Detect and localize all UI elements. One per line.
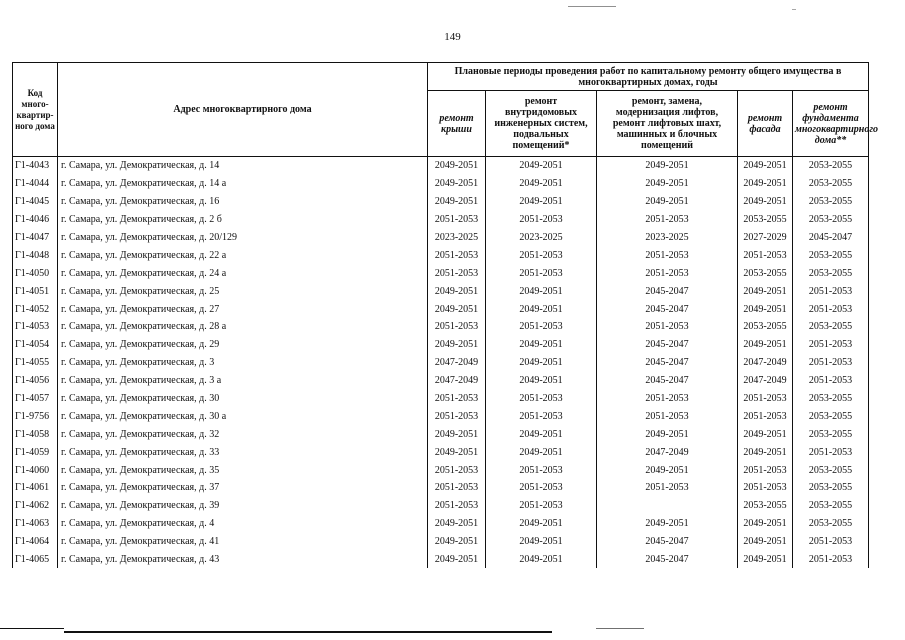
table-row — [13, 479, 869, 497]
cell-facade: 2053-2055 — [738, 211, 793, 229]
cell-lifts: 2051-2053 — [597, 264, 738, 282]
footer-rule-left — [0, 628, 64, 629]
cell-roof: 2049-2051 — [428, 443, 486, 461]
cell-lifts: 2045-2047 — [597, 300, 738, 318]
cell-code: Г1-4044 — [13, 175, 58, 193]
cell-foundation: 2051-2053 — [793, 443, 869, 461]
table-row — [13, 461, 869, 479]
cell-code: Г1-4063 — [13, 515, 58, 533]
cell-code: Г1-4054 — [13, 336, 58, 354]
cell-engineering: 2049-2051 — [486, 175, 597, 193]
cell-facade: 2053-2055 — [738, 318, 793, 336]
cell-engineering: 2051-2053 — [486, 390, 597, 408]
cell-foundation: 2053-2055 — [793, 407, 869, 425]
cell-engineering: 2049-2051 — [486, 533, 597, 551]
cell-lifts: 2045-2047 — [597, 533, 738, 551]
cell-address: г. Самара, ул. Демократическая, д. 30 а — [58, 407, 428, 425]
cell-facade: 2049-2051 — [738, 533, 793, 551]
cell-code: Г1-4058 — [13, 425, 58, 443]
cell-code: Г1-4050 — [13, 264, 58, 282]
cell-lifts: 2049-2051 — [597, 425, 738, 443]
cell-lifts: 2049-2051 — [597, 515, 738, 533]
header-address: Адрес многоквартирного дома — [58, 63, 428, 157]
cell-foundation: 2053-2055 — [793, 264, 869, 282]
footer-rule-main — [64, 631, 552, 633]
cell-engineering: 2051-2053 — [486, 497, 597, 515]
cell-facade: 2047-2049 — [738, 354, 793, 372]
cell-engineering: 2049-2051 — [486, 193, 597, 211]
table-row — [13, 175, 869, 193]
table-row — [13, 425, 869, 443]
cell-roof: 2051-2053 — [428, 407, 486, 425]
header-roof: ремонт крыши — [428, 91, 486, 157]
cell-roof: 2049-2051 — [428, 300, 486, 318]
cell-lifts: 2051-2053 — [597, 479, 738, 497]
cell-lifts: 2051-2053 — [597, 390, 738, 408]
cell-foundation: 2053-2055 — [793, 479, 869, 497]
cell-facade: 2051-2053 — [738, 390, 793, 408]
cell-facade: 2049-2051 — [738, 157, 793, 175]
cell-facade: 2049-2051 — [738, 175, 793, 193]
cell-code: Г1-4064 — [13, 533, 58, 551]
cell-address: г. Самара, ул. Демократическая, д. 22 а — [58, 246, 428, 264]
cell-foundation: 2051-2053 — [793, 533, 869, 551]
cell-facade: 2051-2053 — [738, 479, 793, 497]
cell-engineering: 2051-2053 — [486, 264, 597, 282]
cell-code: Г1-4062 — [13, 497, 58, 515]
cell-foundation: 2053-2055 — [793, 157, 869, 175]
cell-roof: 2049-2051 — [428, 175, 486, 193]
cell-foundation: 2051-2053 — [793, 551, 869, 569]
cell-engineering: 2049-2051 — [486, 300, 597, 318]
cell-facade: 2049-2051 — [738, 336, 793, 354]
cell-foundation: 2051-2053 — [793, 354, 869, 372]
cell-address: г. Самара, ул. Демократическая, д. 41 — [58, 533, 428, 551]
table-row — [13, 551, 869, 569]
cell-lifts: 2045-2047 — [597, 354, 738, 372]
cell-address: г. Самара, ул. Демократическая, д. 27 — [58, 300, 428, 318]
cell-foundation: 2053-2055 — [793, 461, 869, 479]
cell-engineering: 2051-2053 — [486, 479, 597, 497]
cell-roof: 2049-2051 — [428, 551, 486, 569]
cell-facade: 2051-2053 — [738, 461, 793, 479]
scan-artifact-top — [568, 6, 616, 7]
cell-engineering: 2049-2051 — [486, 443, 597, 461]
cell-address: г. Самара, ул. Демократическая, д. 29 — [58, 336, 428, 354]
cell-lifts: 2047-2049 — [597, 443, 738, 461]
cell-facade: 2047-2049 — [738, 372, 793, 390]
header-lifts: ремонт, замена, модернизация лифтов, ремонт лифтовых шахт, машинных и блочных помещений — [597, 91, 738, 157]
cell-lifts: 2051-2053 — [597, 407, 738, 425]
cell-code: Г1-4048 — [13, 246, 58, 264]
cell-address: г. Самара, ул. Демократическая, д. 20/129 — [58, 229, 428, 247]
header-code: Код много-квартир-ного дома — [13, 63, 58, 157]
cell-address: г. Самара, ул. Демократическая, д. 16 — [58, 193, 428, 211]
cell-roof: 2051-2053 — [428, 479, 486, 497]
cell-roof: 2049-2051 — [428, 282, 486, 300]
cell-lifts: 2045-2047 — [597, 336, 738, 354]
cell-engineering: 2049-2051 — [486, 425, 597, 443]
cell-facade: 2049-2051 — [738, 515, 793, 533]
table-body — [13, 157, 869, 569]
cell-roof: 2049-2051 — [428, 157, 486, 175]
cell-roof: 2023-2025 — [428, 229, 486, 247]
table-row — [13, 318, 869, 336]
page-number: 149 — [444, 31, 461, 43]
cell-facade: 2053-2055 — [738, 264, 793, 282]
cell-address: г. Самара, ул. Демократическая, д. 35 — [58, 461, 428, 479]
cell-foundation: 2045-2047 — [793, 229, 869, 247]
table-row — [13, 300, 869, 318]
cell-facade: 2049-2051 — [738, 193, 793, 211]
cell-address: г. Самара, ул. Демократическая, д. 2 б — [58, 211, 428, 229]
table-row — [13, 264, 869, 282]
cell-foundation: 2051-2053 — [793, 300, 869, 318]
cell-lifts: 2049-2051 — [597, 157, 738, 175]
cell-address: г. Самара, ул. Демократическая, д. 25 — [58, 282, 428, 300]
cell-facade: 2049-2051 — [738, 443, 793, 461]
cell-lifts: 2023-2025 — [597, 229, 738, 247]
table-row — [13, 336, 869, 354]
scan-artifact-top-right — [792, 9, 796, 10]
cell-lifts: 2045-2047 — [597, 551, 738, 569]
cell-foundation: 2053-2055 — [793, 515, 869, 533]
table-row — [13, 443, 869, 461]
cell-code: Г1-4055 — [13, 354, 58, 372]
header-periods-group: Плановые периоды проведения работ по капитальному ремонту общего имущества в многоквартирных домах, годы — [428, 63, 869, 91]
table-row — [13, 372, 869, 390]
cell-address: г. Самара, ул. Демократическая, д. 14 — [58, 157, 428, 175]
cell-address: г. Самара, ул. Демократическая, д. 32 — [58, 425, 428, 443]
cell-engineering: 2051-2053 — [486, 246, 597, 264]
table-row — [13, 515, 869, 533]
table-row — [13, 497, 869, 515]
cell-facade: 2027-2029 — [738, 229, 793, 247]
table-row — [13, 533, 869, 551]
cell-code: Г1-4061 — [13, 479, 58, 497]
cell-foundation: 2053-2055 — [793, 425, 869, 443]
cell-foundation: 2053-2055 — [793, 497, 869, 515]
cell-lifts: 2045-2047 — [597, 282, 738, 300]
cell-roof: 2047-2049 — [428, 354, 486, 372]
cell-address: г. Самара, ул. Демократическая, д. 30 — [58, 390, 428, 408]
cell-engineering: 2049-2051 — [486, 336, 597, 354]
cell-engineering: 2049-2051 — [486, 157, 597, 175]
cell-foundation: 2053-2055 — [793, 390, 869, 408]
cell-address: г. Самара, ул. Демократическая, д. 3 а — [58, 372, 428, 390]
cell-roof: 2051-2053 — [428, 318, 486, 336]
table-row — [13, 157, 869, 175]
cell-address: г. Самара, ул. Демократическая, д. 3 — [58, 354, 428, 372]
cell-engineering: 2049-2051 — [486, 551, 597, 569]
cell-facade: 2053-2055 — [738, 497, 793, 515]
cell-lifts — [597, 497, 738, 515]
cell-roof: 2049-2051 — [428, 425, 486, 443]
cell-facade: 2049-2051 — [738, 300, 793, 318]
table-row — [13, 390, 869, 408]
header-foundation: ремонт фундамента многоквартирного дома** — [793, 91, 869, 157]
cell-lifts: 2049-2051 — [597, 175, 738, 193]
cell-engineering: 2049-2051 — [486, 354, 597, 372]
cell-roof: 2051-2053 — [428, 461, 486, 479]
cell-roof: 2051-2053 — [428, 246, 486, 264]
cell-address: г. Самара, ул. Демократическая, д. 39 — [58, 497, 428, 515]
cell-code: Г1-4046 — [13, 211, 58, 229]
cell-foundation: 2051-2053 — [793, 372, 869, 390]
cell-code: Г1-4043 — [13, 157, 58, 175]
cell-facade: 2051-2053 — [738, 246, 793, 264]
cell-roof: 2049-2051 — [428, 193, 486, 211]
cell-roof: 2049-2051 — [428, 515, 486, 533]
cell-engineering: 2049-2051 — [486, 372, 597, 390]
cell-roof: 2047-2049 — [428, 372, 486, 390]
cell-code: Г1-4065 — [13, 551, 58, 569]
cell-roof: 2051-2053 — [428, 211, 486, 229]
cell-address: г. Самара, ул. Демократическая, д. 28 а — [58, 318, 428, 336]
cell-foundation: 2053-2055 — [793, 193, 869, 211]
table-row — [13, 229, 869, 247]
cell-code: Г1-4060 — [13, 461, 58, 479]
cell-code: Г1-4051 — [13, 282, 58, 300]
cell-lifts: 2051-2053 — [597, 246, 738, 264]
header-facade: ремонт фасада — [738, 91, 793, 157]
cell-foundation: 2053-2055 — [793, 175, 869, 193]
cell-roof: 2051-2053 — [428, 390, 486, 408]
cell-lifts: 2051-2053 — [597, 211, 738, 229]
cell-engineering: 2051-2053 — [486, 461, 597, 479]
cell-address: г. Самара, ул. Демократическая, д. 14 а — [58, 175, 428, 193]
cell-roof: 2051-2053 — [428, 497, 486, 515]
cell-code: Г1-4053 — [13, 318, 58, 336]
cell-engineering: 2051-2053 — [486, 211, 597, 229]
cell-code: Г1-4047 — [13, 229, 58, 247]
table-row — [13, 354, 869, 372]
cell-address: г. Самара, ул. Демократическая, д. 4 — [58, 515, 428, 533]
cell-lifts: 2049-2051 — [597, 461, 738, 479]
cell-facade: 2051-2053 — [738, 407, 793, 425]
cell-address: г. Самара, ул. Демократическая, д. 43 — [58, 551, 428, 569]
table-row — [13, 211, 869, 229]
cell-code: Г1-4056 — [13, 372, 58, 390]
cell-code: Г1-4045 — [13, 193, 58, 211]
table-row — [13, 193, 869, 211]
header-engineering: ремонт внутридомовых инженерных систем, подвальных помещений* — [486, 91, 597, 157]
cell-engineering: 2049-2051 — [486, 282, 597, 300]
cell-roof: 2051-2053 — [428, 264, 486, 282]
cell-facade: 2049-2051 — [738, 282, 793, 300]
cell-foundation: 2051-2053 — [793, 336, 869, 354]
cell-foundation: 2053-2055 — [793, 211, 869, 229]
cell-code: Г1-9756 — [13, 407, 58, 425]
cell-address: г. Самара, ул. Демократическая, д. 33 — [58, 443, 428, 461]
cell-engineering: 2051-2053 — [486, 407, 597, 425]
cell-roof: 2049-2051 — [428, 336, 486, 354]
cell-code: Г1-4059 — [13, 443, 58, 461]
cell-roof: 2049-2051 — [428, 533, 486, 551]
cell-engineering: 2049-2051 — [486, 515, 597, 533]
table-row — [13, 282, 869, 300]
footer-rule-right — [596, 628, 644, 629]
cell-lifts: 2045-2047 — [597, 372, 738, 390]
cell-address: г. Самара, ул. Демократическая, д. 24 а — [58, 264, 428, 282]
cell-foundation: 2053-2055 — [793, 246, 869, 264]
cell-engineering: 2023-2025 — [486, 229, 597, 247]
cell-code: Г1-4057 — [13, 390, 58, 408]
capital-repair-table — [12, 62, 879, 568]
table-row — [13, 407, 869, 425]
cell-facade: 2049-2051 — [738, 425, 793, 443]
table-row — [13, 246, 869, 264]
cell-foundation: 2053-2055 — [793, 318, 869, 336]
cell-address: г. Самара, ул. Демократическая, д. 37 — [58, 479, 428, 497]
cell-engineering: 2051-2053 — [486, 318, 597, 336]
cell-facade: 2049-2051 — [738, 551, 793, 569]
cell-code: Г1-4052 — [13, 300, 58, 318]
cell-foundation: 2051-2053 — [793, 282, 869, 300]
cell-lifts: 2051-2053 — [597, 318, 738, 336]
cell-lifts: 2049-2051 — [597, 193, 738, 211]
